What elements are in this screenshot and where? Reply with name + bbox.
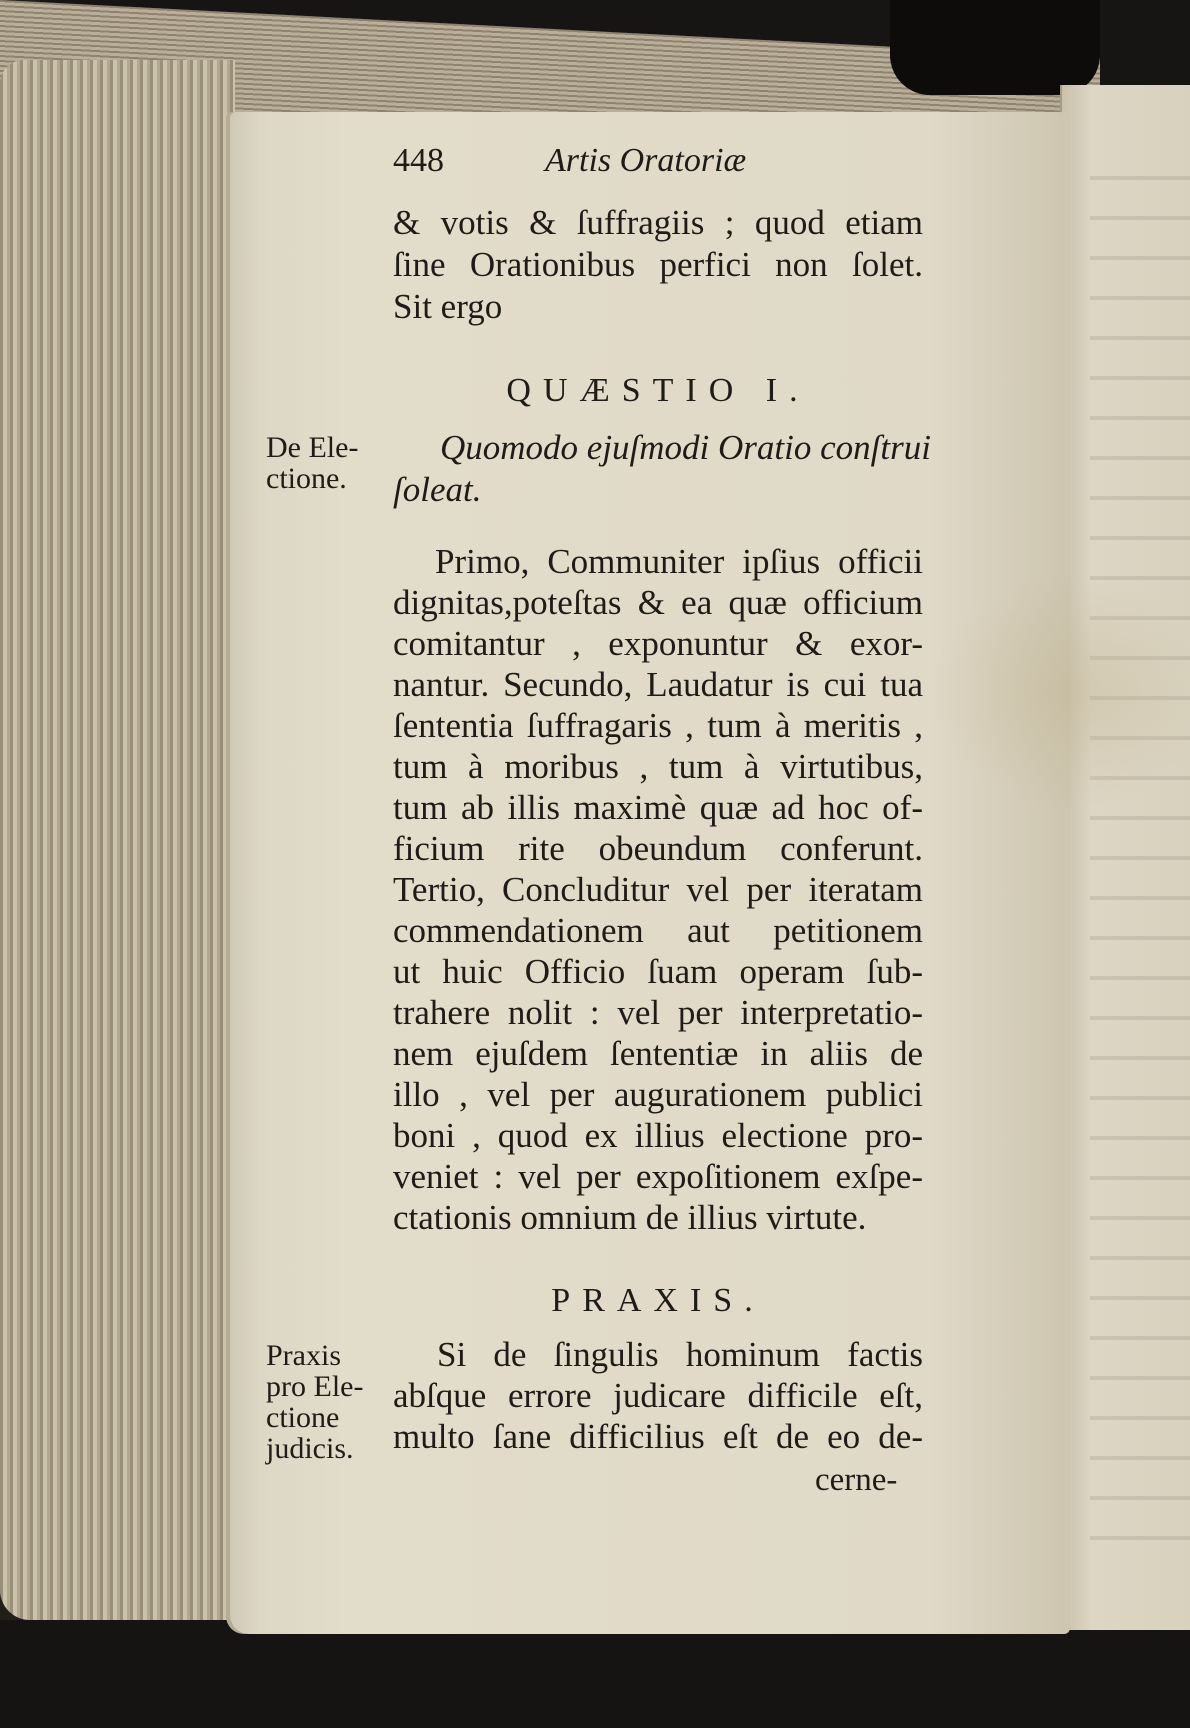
running-title: Artis Oratoriæ [545, 142, 747, 179]
intro-line-1: & votis & ſuffragiis ; quod etiam [393, 203, 923, 242]
body-line-12: trahere nolit : vel per interpretatio- [393, 993, 923, 1032]
margin-note-de-electione: De Ele- ctione. [266, 431, 359, 495]
praxis-heading: PRAXIS. [551, 1282, 765, 1319]
praxis-line-1: Si de ſingulis hominum factis [437, 1335, 923, 1374]
praxis-line-2: abſque errore judicare difficile eſt, [393, 1376, 923, 1415]
page-edges-left [0, 60, 235, 1620]
intro-line-3: Sit ergo [393, 287, 503, 326]
background-bottom [0, 1620, 1190, 1728]
holding-clip [890, 0, 1100, 95]
body-line-16: veniet : vel per expoſitionem exſpe- [393, 1157, 923, 1196]
body-line-9: Tertio, Concluditur vel per iteratam [393, 870, 923, 909]
question-heading: QUÆSTIO I. [506, 372, 810, 409]
body-line-7: tum ab illis maximè quæ ad hoc of- [393, 788, 923, 827]
body-line-17: ctationis omnium de illius virtute. [393, 1198, 867, 1237]
body-line-13: nem ejuſdem ſententiæ in aliis de [393, 1034, 923, 1073]
body-line-11: ut huic Officio ſuam operam ſub- [393, 952, 923, 991]
question-title-line-1: Quomodo ejuſmodi Oratio conſtrui [440, 428, 931, 467]
body-line-14: illo , vel per augurationem publici [393, 1075, 923, 1114]
intro-line-2: ſine Orationibus perfici non ſolet. [393, 245, 923, 284]
body-line-15: boni , quod ex illius electione pro- [393, 1116, 923, 1155]
body-line-1: Primo, Communiter ipſius officii [435, 542, 923, 581]
page-number: 448 [393, 142, 444, 179]
body-line-2: dignitas,poteſtas & ea quæ officium [393, 583, 923, 622]
body-line-6: tum à moribus , tum à virtutibus, [393, 747, 923, 786]
margin-note-praxis: Praxis pro Ele- ctione judicis. [266, 1339, 364, 1465]
question-title-line-2: ſoleat. [393, 470, 482, 509]
praxis-line-3: multo ſane difficilius eſt de eo de- [393, 1417, 923, 1456]
body-line-10: commendationem aut petitionem [393, 911, 923, 950]
catchword: cerne- [815, 1462, 898, 1498]
body-line-8: ficium rite obeundum conferunt. [393, 829, 923, 868]
body-line-3: comitantur , exponuntur & exor- [393, 624, 923, 663]
body-line-4: nantur. Secundo, Laudatur is cui tua [393, 665, 923, 704]
body-line-5: ſententia ſuffragaris , tum à meritis , [393, 706, 923, 745]
facing-page-show-through [1090, 140, 1190, 1540]
